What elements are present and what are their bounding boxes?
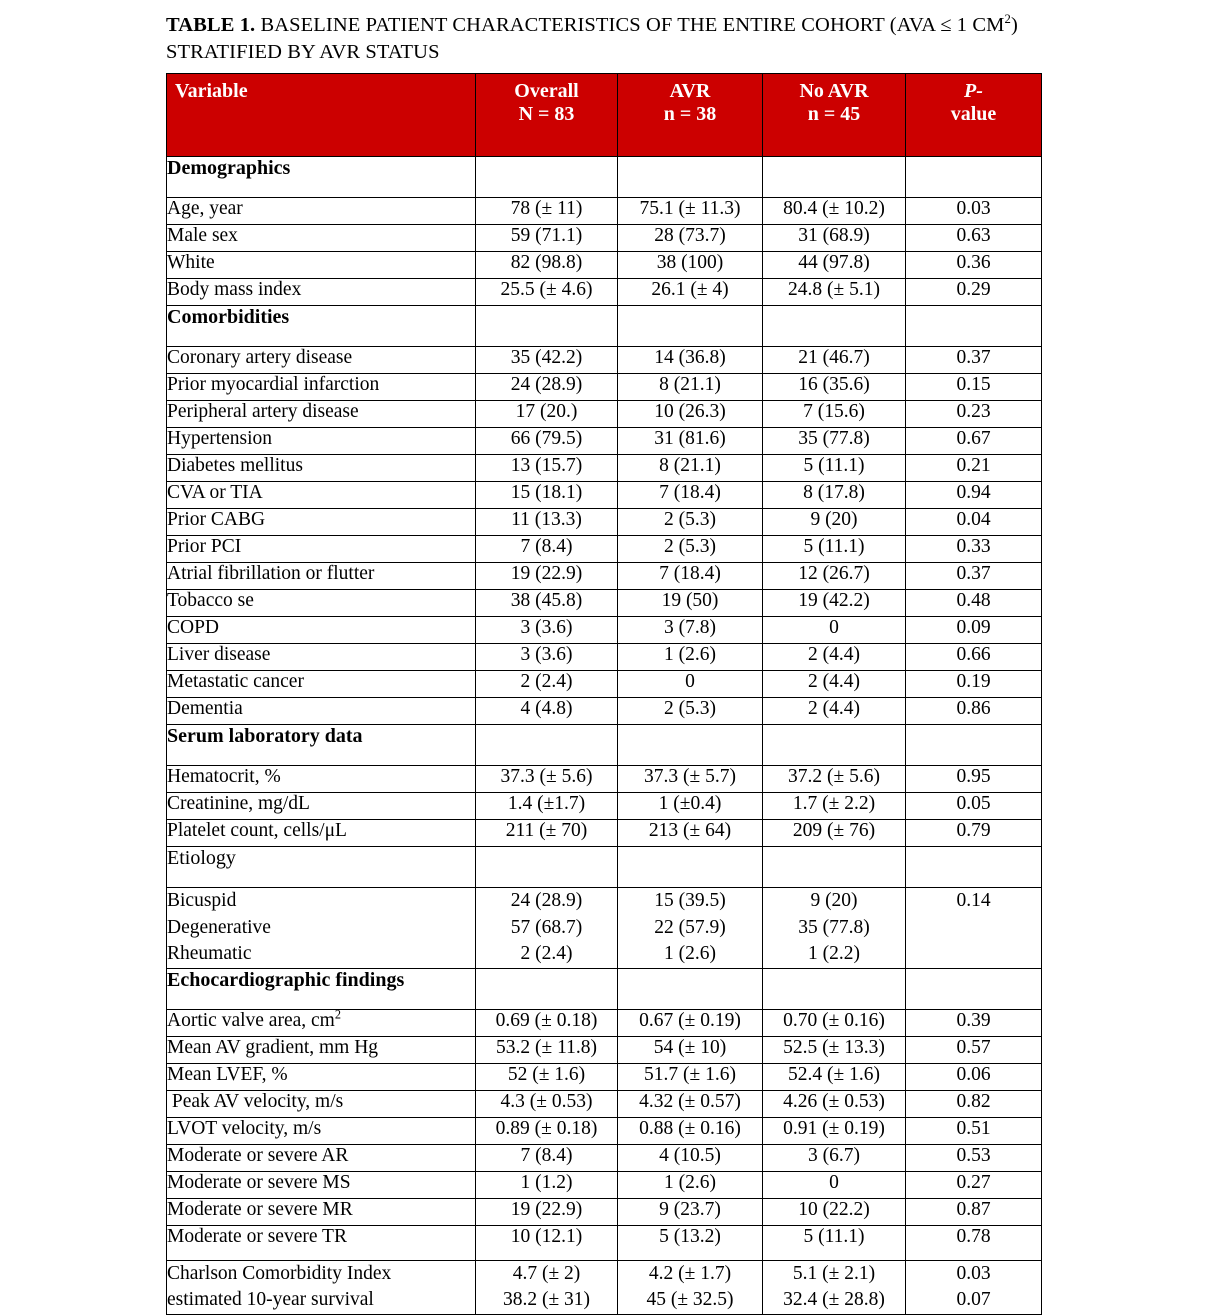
cell-overall: 25.5 (± 4.6) bbox=[476, 279, 618, 306]
cell-no-avr: 52.5 (± 13.3) bbox=[763, 1036, 906, 1063]
cell-no-avr: 1.7 (± 2.2) bbox=[763, 793, 906, 820]
cell-overall: 52 (± 1.6) bbox=[476, 1063, 618, 1090]
row-variable-label-line: Degenerative bbox=[167, 916, 271, 938]
cell-avr: 10 (26.3) bbox=[618, 401, 763, 428]
column-header-avr-label: AVR bbox=[669, 80, 711, 103]
table-row bbox=[167, 590, 1042, 617]
cell-avr: 54 (± 10) bbox=[618, 1036, 763, 1063]
section-heading-label: Echocardiographic findings bbox=[167, 968, 476, 1009]
cell-p-value: 0.05 bbox=[906, 793, 1042, 820]
cell-p-value: 0.36 bbox=[906, 252, 1042, 279]
cell-avr bbox=[618, 847, 763, 888]
cell-p-value bbox=[906, 847, 1042, 888]
column-header-p-value-label: P- bbox=[964, 80, 983, 103]
cell-p-value: 0.82 bbox=[906, 1090, 1042, 1117]
cell-no-avr: 5 (11.1) bbox=[763, 536, 906, 563]
row-variable-label bbox=[167, 1260, 476, 1314]
row-variable-label: Atrial fibrillation or flutter bbox=[167, 563, 476, 590]
cell-overall: 19 (22.9) bbox=[476, 563, 618, 590]
column-header-no-avr-label: No AVR bbox=[799, 80, 869, 103]
row-variable-label: COPD bbox=[167, 617, 476, 644]
cell-p-value-line: 0.14 bbox=[956, 890, 991, 912]
table-row bbox=[167, 793, 1042, 820]
cell-p-value: 0.03 bbox=[906, 198, 1042, 225]
cell-avr: 28 (73.7) bbox=[618, 225, 763, 252]
table-row bbox=[167, 482, 1042, 509]
table-row bbox=[167, 1171, 1042, 1198]
table-row bbox=[167, 455, 1042, 482]
row-variable-label-line: Charlson Comorbidity Index bbox=[167, 1262, 392, 1284]
row-variable-label: Moderate or severe TR bbox=[167, 1225, 476, 1260]
cell-no-avr bbox=[763, 306, 906, 347]
cell-overall-line: 57 (68.7) bbox=[510, 916, 583, 938]
cell-avr bbox=[618, 888, 763, 969]
cell-overall bbox=[476, 968, 618, 1009]
row-variable-label: Prior PCI bbox=[167, 536, 476, 563]
section-heading-label: Serum laboratory data bbox=[167, 725, 476, 766]
table-row bbox=[167, 509, 1042, 536]
row-variable-label-line: Bicuspid bbox=[167, 890, 237, 912]
cell-p-value: 0.21 bbox=[906, 455, 1042, 482]
cell-avr: 2 (5.3) bbox=[618, 536, 763, 563]
table-row bbox=[167, 536, 1042, 563]
cell-avr: 3 (7.8) bbox=[618, 617, 763, 644]
cell-overall: 3 (3.6) bbox=[476, 644, 618, 671]
cell-overall: 2 (2.4) bbox=[476, 671, 618, 698]
table-header bbox=[167, 74, 1042, 157]
cell-overall-line: 4.7 (± 2) bbox=[512, 1262, 581, 1284]
cell-avr: 0.67 (± 0.19) bbox=[618, 1009, 763, 1036]
table-caption-text-before-superscript: BASELINE PATIENT CHARACTERISTICS OF THE ENTIRE COHORT (AVA ≤ 1 CM bbox=[255, 14, 1005, 36]
cell-no-avr: 0 bbox=[763, 1171, 906, 1198]
section-heading-label: Comorbidities bbox=[167, 306, 476, 347]
column-header-p-value bbox=[906, 74, 1042, 157]
cell-avr: 4.32 (± 0.57) bbox=[618, 1090, 763, 1117]
row-variable-label: Male sex bbox=[167, 225, 476, 252]
cell-overall: 53.2 (± 11.8) bbox=[476, 1036, 618, 1063]
row-variable-label: Mean AV gradient, mm Hg bbox=[167, 1036, 476, 1063]
table-row bbox=[167, 1260, 1042, 1314]
table-body bbox=[167, 157, 1042, 1315]
cell-overall: 0.89 (± 0.18) bbox=[476, 1117, 618, 1144]
column-header-no-avr bbox=[763, 74, 906, 157]
cell-avr: 51.7 (± 1.6) bbox=[618, 1063, 763, 1090]
cell-p-value: 0.27 bbox=[906, 1171, 1042, 1198]
row-variable-label: Creatinine, mg/dL bbox=[167, 793, 476, 820]
table-row bbox=[167, 563, 1042, 590]
column-header-overall-count: N = 83 bbox=[518, 103, 575, 126]
row-variable-label: Peak AV velocity, m/s bbox=[167, 1090, 476, 1117]
cell-overall: 17 (20.) bbox=[476, 401, 618, 428]
table-caption-text-after-superscript: ) STRATIFIED BY AVR STATUS bbox=[166, 14, 1018, 64]
cell-overall: 11 (13.3) bbox=[476, 509, 618, 536]
cell-no-avr: 0 bbox=[763, 617, 906, 644]
cell-p-value: 0.86 bbox=[906, 698, 1042, 725]
cell-p-value: 0.09 bbox=[906, 617, 1042, 644]
row-variable-label: Prior myocardial infarction bbox=[167, 374, 476, 401]
cell-p-value: 0.87 bbox=[906, 1198, 1042, 1225]
cell-no-avr bbox=[763, 1260, 906, 1314]
cell-p-value: 0.63 bbox=[906, 225, 1042, 252]
row-variable-label: Hypertension bbox=[167, 428, 476, 455]
cell-p-value bbox=[906, 725, 1042, 766]
cell-p-value: 0.67 bbox=[906, 428, 1042, 455]
table-row bbox=[167, 1009, 1042, 1036]
table-row bbox=[167, 1090, 1042, 1117]
cell-avr: 1 (2.6) bbox=[618, 644, 763, 671]
column-header-variable-label: Variable bbox=[175, 80, 248, 103]
cell-overall bbox=[476, 157, 618, 198]
table-row bbox=[167, 888, 1042, 969]
cell-no-avr: 37.2 (± 5.6) bbox=[763, 766, 906, 793]
cell-p-value-line: 0.07 bbox=[956, 1289, 991, 1311]
row-variable-label bbox=[167, 888, 476, 969]
cell-avr-line: 1 (2.6) bbox=[664, 943, 716, 965]
cell-p-value: 0.66 bbox=[906, 644, 1042, 671]
cell-avr: 5 (13.2) bbox=[618, 1225, 763, 1260]
row-variable-label: White bbox=[167, 252, 476, 279]
row-variable-label: Body mass index bbox=[167, 279, 476, 306]
cell-overall-line: 24 (28.9) bbox=[510, 890, 583, 912]
row-variable-label: CVA or TIA bbox=[167, 482, 476, 509]
row-variable-label: Moderate or severe MR bbox=[167, 1198, 476, 1225]
cell-no-avr: 3 (6.7) bbox=[763, 1144, 906, 1171]
cell-p-value: 0.33 bbox=[906, 536, 1042, 563]
cell-p-value: 0.94 bbox=[906, 482, 1042, 509]
table-row bbox=[167, 671, 1042, 698]
cell-overall: 7 (8.4) bbox=[476, 536, 618, 563]
cell-overall: 35 (42.2) bbox=[476, 347, 618, 374]
cell-no-avr-line: 35 (77.8) bbox=[798, 916, 870, 938]
cell-avr: 9 (23.7) bbox=[618, 1198, 763, 1225]
table-row bbox=[167, 1225, 1042, 1260]
cell-avr bbox=[618, 725, 763, 766]
cell-avr: 0 bbox=[618, 671, 763, 698]
table-row bbox=[167, 401, 1042, 428]
cell-p-value: 0.95 bbox=[906, 766, 1042, 793]
table-row bbox=[167, 428, 1042, 455]
cell-p-value: 0.06 bbox=[906, 1063, 1042, 1090]
cell-no-avr: 35 (77.8) bbox=[763, 428, 906, 455]
cell-no-avr: 52.4 (± 1.6) bbox=[763, 1063, 906, 1090]
cell-avr: 19 (50) bbox=[618, 590, 763, 617]
cell-overall-line: 2 (2.4) bbox=[520, 943, 573, 965]
cell-p-value: 0.79 bbox=[906, 820, 1042, 847]
cell-avr bbox=[618, 1260, 763, 1314]
column-header-overall bbox=[476, 74, 618, 157]
table-section-row bbox=[167, 157, 1042, 198]
cell-overall bbox=[476, 847, 618, 888]
table-row bbox=[167, 820, 1042, 847]
cell-no-avr: 24.8 (± 5.1) bbox=[763, 279, 906, 306]
cell-overall: 1 (1.2) bbox=[476, 1171, 618, 1198]
table-caption bbox=[166, 12, 1042, 66]
cell-p-value-line bbox=[906, 941, 1041, 968]
cell-no-avr bbox=[763, 968, 906, 1009]
cell-p-value: 0.37 bbox=[906, 563, 1042, 590]
table-row bbox=[167, 279, 1042, 306]
cell-overall: 24 (28.9) bbox=[476, 374, 618, 401]
row-variable-label: Mean LVEF, % bbox=[167, 1063, 476, 1090]
cell-no-avr: 5 (11.1) bbox=[763, 1225, 906, 1260]
cell-p-value: 0.29 bbox=[906, 279, 1042, 306]
row-variable-label: LVOT velocity, m/s bbox=[167, 1117, 476, 1144]
cell-no-avr: 2 (4.4) bbox=[763, 671, 906, 698]
cell-avr: 1 (±0.4) bbox=[618, 793, 763, 820]
cell-no-avr: 44 (97.8) bbox=[763, 252, 906, 279]
cell-overall: 1.4 (±1.7) bbox=[476, 793, 618, 820]
cell-overall: 211 (± 70) bbox=[476, 820, 618, 847]
cell-no-avr-line: 9 (20) bbox=[810, 890, 858, 912]
cell-no-avr: 9 (20) bbox=[763, 509, 906, 536]
table-row bbox=[167, 252, 1042, 279]
cell-avr: 26.1 (± 4) bbox=[618, 279, 763, 306]
cell-no-avr bbox=[763, 725, 906, 766]
cell-p-value: 0.48 bbox=[906, 590, 1042, 617]
section-heading-label: Etiology bbox=[167, 847, 476, 888]
table-row bbox=[167, 1144, 1042, 1171]
cell-overall: 82 (98.8) bbox=[476, 252, 618, 279]
cell-p-value: 0.57 bbox=[906, 1036, 1042, 1063]
cell-avr: 75.1 (± 11.3) bbox=[618, 198, 763, 225]
row-variable-label-superscript: 2 bbox=[334, 1007, 341, 1022]
table-section-row bbox=[167, 847, 1042, 888]
cell-overall: 19 (22.9) bbox=[476, 1198, 618, 1225]
cell-avr: 1 (2.6) bbox=[618, 1171, 763, 1198]
cell-overall: 4.3 (± 0.53) bbox=[476, 1090, 618, 1117]
row-variable-label-line: Rheumatic bbox=[167, 943, 252, 965]
table-row bbox=[167, 225, 1042, 252]
cell-avr: 4 (10.5) bbox=[618, 1144, 763, 1171]
cell-avr: 213 (± 64) bbox=[618, 820, 763, 847]
row-variable-label: Platelet count, cells/μL bbox=[167, 820, 476, 847]
cell-no-avr-line: 1 (2.2) bbox=[808, 943, 860, 965]
cell-overall: 37.3 (± 5.6) bbox=[476, 766, 618, 793]
cell-overall: 66 (79.5) bbox=[476, 428, 618, 455]
cell-avr-line: 4.2 (± 1.7) bbox=[648, 1262, 732, 1284]
row-variable-label: Moderate or severe MS bbox=[167, 1171, 476, 1198]
table-row bbox=[167, 617, 1042, 644]
table-section-row bbox=[167, 306, 1042, 347]
cell-avr bbox=[618, 968, 763, 1009]
cell-p-value bbox=[906, 968, 1042, 1009]
cell-p-value: 0.23 bbox=[906, 401, 1042, 428]
column-header-avr bbox=[618, 74, 763, 157]
table-row bbox=[167, 698, 1042, 725]
row-variable-label: Peripheral artery disease bbox=[167, 401, 476, 428]
cell-no-avr: 10 (22.2) bbox=[763, 1198, 906, 1225]
cell-avr: 14 (36.8) bbox=[618, 347, 763, 374]
cell-avr: 7 (18.4) bbox=[618, 563, 763, 590]
cell-p-value bbox=[906, 306, 1042, 347]
cell-no-avr: 5 (11.1) bbox=[763, 455, 906, 482]
cell-p-value: 0.51 bbox=[906, 1117, 1042, 1144]
cell-avr bbox=[618, 157, 763, 198]
table-row bbox=[167, 347, 1042, 374]
cell-no-avr: 7 (15.6) bbox=[763, 401, 906, 428]
row-variable-label: Age, year bbox=[167, 198, 476, 225]
row-variable-label: Coronary artery disease bbox=[167, 347, 476, 374]
cell-avr: 2 (5.3) bbox=[618, 509, 763, 536]
cell-no-avr: 2 (4.4) bbox=[763, 698, 906, 725]
table-header-row bbox=[167, 74, 1042, 157]
cell-p-value: 0.15 bbox=[906, 374, 1042, 401]
table-row bbox=[167, 374, 1042, 401]
table-row bbox=[167, 1117, 1042, 1144]
cell-overall bbox=[476, 306, 618, 347]
cell-overall bbox=[476, 725, 618, 766]
column-header-variable bbox=[167, 74, 476, 157]
table-row bbox=[167, 766, 1042, 793]
table-row bbox=[167, 644, 1042, 671]
cell-no-avr-line: 5.1 (± 2.1) bbox=[792, 1262, 876, 1284]
cell-avr: 7 (18.4) bbox=[618, 482, 763, 509]
row-variable-label: Hematocrit, % bbox=[167, 766, 476, 793]
baseline-characteristics-table bbox=[166, 73, 1042, 1315]
cell-no-avr bbox=[763, 157, 906, 198]
cell-no-avr bbox=[763, 888, 906, 969]
cell-no-avr: 209 (± 76) bbox=[763, 820, 906, 847]
cell-p-value-line bbox=[906, 915, 1041, 942]
cell-p-value: 0.53 bbox=[906, 1144, 1042, 1171]
cell-p-value: 0.04 bbox=[906, 509, 1042, 536]
column-header-p-value-label2: value bbox=[950, 103, 997, 126]
cell-p-value: 0.37 bbox=[906, 347, 1042, 374]
cell-avr-line: 22 (57.9) bbox=[654, 916, 726, 938]
cell-no-avr: 12 (26.7) bbox=[763, 563, 906, 590]
cell-avr-line: 15 (39.5) bbox=[654, 890, 726, 912]
cell-avr bbox=[618, 306, 763, 347]
cell-avr: 8 (21.1) bbox=[618, 455, 763, 482]
cell-no-avr: 0.70 (± 0.16) bbox=[763, 1009, 906, 1036]
row-variable-label: Prior CABG bbox=[167, 509, 476, 536]
column-header-overall-label: Overall bbox=[514, 80, 579, 103]
cell-no-avr: 19 (42.2) bbox=[763, 590, 906, 617]
row-variable-label: Metastatic cancer bbox=[167, 671, 476, 698]
row-variable-label-line: estimated 10-year survival bbox=[167, 1289, 374, 1311]
cell-p-value: 0.39 bbox=[906, 1009, 1042, 1036]
row-variable-label: Liver disease bbox=[167, 644, 476, 671]
row-variable-label: Tobacco se bbox=[167, 590, 476, 617]
cell-p-value bbox=[906, 1260, 1042, 1314]
cell-overall: 4 (4.8) bbox=[476, 698, 618, 725]
table-row bbox=[167, 1063, 1042, 1090]
table-caption-superscript: 2 bbox=[1004, 12, 1011, 27]
cell-avr: 37.3 (± 5.7) bbox=[618, 766, 763, 793]
cell-avr: 0.88 (± 0.16) bbox=[618, 1117, 763, 1144]
cell-overall: 3 (3.6) bbox=[476, 617, 618, 644]
cell-p-value: 0.19 bbox=[906, 671, 1042, 698]
cell-overall: 13 (15.7) bbox=[476, 455, 618, 482]
cell-overall: 0.69 (± 0.18) bbox=[476, 1009, 618, 1036]
row-variable-label: Dementia bbox=[167, 698, 476, 725]
cell-avr-line: 45 (± 32.5) bbox=[646, 1289, 734, 1311]
table-section-row bbox=[167, 968, 1042, 1009]
cell-p-value bbox=[906, 157, 1042, 198]
cell-avr: 2 (5.3) bbox=[618, 698, 763, 725]
section-heading-label: Demographics bbox=[167, 157, 476, 198]
cell-no-avr: 21 (46.7) bbox=[763, 347, 906, 374]
row-variable-label: Moderate or severe AR bbox=[167, 1144, 476, 1171]
cell-p-value: 0.78 bbox=[906, 1225, 1042, 1260]
cell-avr: 31 (81.6) bbox=[618, 428, 763, 455]
cell-overall bbox=[476, 1260, 618, 1314]
cell-overall: 15 (18.1) bbox=[476, 482, 618, 509]
cell-no-avr: 16 (35.6) bbox=[763, 374, 906, 401]
cell-overall: 7 (8.4) bbox=[476, 1144, 618, 1171]
cell-no-avr: 8 (17.8) bbox=[763, 482, 906, 509]
cell-overall: 38 (45.8) bbox=[476, 590, 618, 617]
cell-no-avr: 4.26 (± 0.53) bbox=[763, 1090, 906, 1117]
cell-overall-line: 38.2 (± 31) bbox=[502, 1289, 591, 1311]
cell-no-avr: 2 (4.4) bbox=[763, 644, 906, 671]
table-row bbox=[167, 1036, 1042, 1063]
cell-no-avr: 0.91 (± 0.19) bbox=[763, 1117, 906, 1144]
row-variable-label: Diabetes mellitus bbox=[167, 455, 476, 482]
column-header-no-avr-count: n = 45 bbox=[807, 103, 861, 126]
cell-no-avr-line: 32.4 (± 28.8) bbox=[783, 1289, 885, 1311]
row-variable-label: Aortic valve area, $cm^2$ bbox=[167, 1009, 476, 1036]
cell-no-avr: 31 (68.9) bbox=[763, 225, 906, 252]
cell-p-value-line: 0.03 bbox=[956, 1262, 991, 1284]
column-header-avr-count: n = 38 bbox=[663, 103, 717, 126]
table-caption-label: TABLE 1. bbox=[166, 14, 256, 36]
cell-avr: 38 (100) bbox=[618, 252, 763, 279]
table-row bbox=[167, 198, 1042, 225]
cell-p-value bbox=[906, 888, 1042, 969]
table-section-row bbox=[167, 725, 1042, 766]
cell-overall bbox=[476, 888, 618, 969]
cell-overall: 59 (71.1) bbox=[476, 225, 618, 252]
cell-overall: 10 (12.1) bbox=[476, 1225, 618, 1260]
table-row bbox=[167, 1198, 1042, 1225]
cell-avr: 8 (21.1) bbox=[618, 374, 763, 401]
cell-no-avr bbox=[763, 847, 906, 888]
cell-overall: 78 (± 11) bbox=[476, 198, 618, 225]
cell-no-avr: 80.4 (± 10.2) bbox=[763, 198, 906, 225]
